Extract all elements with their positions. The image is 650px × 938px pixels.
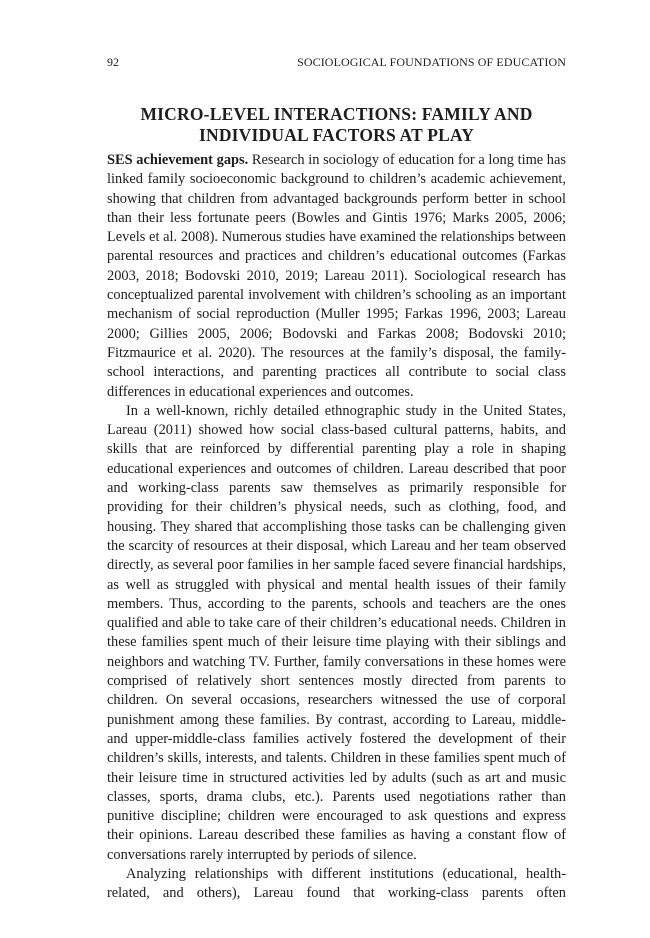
running-title: SOCIOLOGICAL FOUNDATIONS OF EDUCATION (297, 55, 566, 69)
running-head (107, 54, 566, 70)
paragraph-ses-achievement-gaps (107, 151, 566, 402)
page-number: 92 (107, 55, 119, 69)
paragraph-text: In a well-known, richly detailed ethnographic study in the United States, Lareau (2011) showed how social class-based cultural patterns, habits, and skills that are reinforced by differential parenting play a role in shaping educational experiences and outcomes of children. Lareau described that poor and working-class parents saw themselves as primarily responsible for providing for their children’s physical needs, such as clothing, food, and housing. They shared that accomplishing those tasks can be challenging given the scarcity of resources at their disposal, which Lareau and her team observed directly, as several poor families in her sample faced severe financial hardships, as well as struggled with physical and mental health issues of their family members. Thus, according to the parents, schools and teachers are the ones qualified and able to take care of their children’s educational needs. Children in these families spent much of their leisure time playing with their siblings and neighbors and watching TV. Further, family conversations in these homes were comprised of relatively short sentences mostly directed from parents to children. On several occasions, researchers witnessed the use of corporal punishment among these families. By contrast, according to Lareau, middle- and upper-middle-class families actively fostered the development of their children’s skills, interests, and talents. Children in these families spent much of their leisure time in structured activities led by adults (such as art and music classes, sports, drama clubs, etc.). Parents used negotiations rather than punitive discipline; children were encouraged to ask questions and express their opinions. Lareau described these families as having a constant flow of conversations rarely interrupted by periods of silence. (107, 402, 566, 863)
section-heading-line-1: MICRO-LEVEL INTERACTIONS: FAMILY AND (140, 104, 533, 124)
run-in-heading: SES achievement gaps. (107, 152, 249, 168)
paragraph-institutions (107, 865, 566, 904)
body-text (107, 151, 566, 904)
paragraph-text: Research in sociology of education for a long time has linked family socioeconomic background to children’s academic achievement, showing that children from advantaged backgrounds perform better in school than their less fortunate peers (Bowles and Gintis 1976; Marks 2005, 2006; Levels et al. 2008). Numerous studies have examined the relationships between parental resources and practices and children’s educational outcomes (Farkas 2003, 2018; Bodovski 2010, 2019; Lareau 2011). Sociological research has conceptualized parental involvement with children’s schooling as an important mechanism of social reproduction (Muller 1995; Farkas 1996, 2003; Lareau 2000; Gillies 2005, 2006; Bodovski and Farkas 2008; Bodovski 2010; Fitzmaurice et al. 2020). The resources at the family’s disposal, the family-school interactions, and parenting practices all contribute to social class differences in educational experiences and outcomes. (107, 152, 566, 400)
section-heading-line-2: INDIVIDUAL FACTORS AT PLAY (198, 125, 475, 145)
paragraph-lareau-study (107, 402, 566, 865)
section-heading (107, 104, 566, 146)
paragraph-text: Analyzing relationships with different institutions (educational, health-related, and others), Lareau found that working-class parents often (107, 865, 566, 902)
